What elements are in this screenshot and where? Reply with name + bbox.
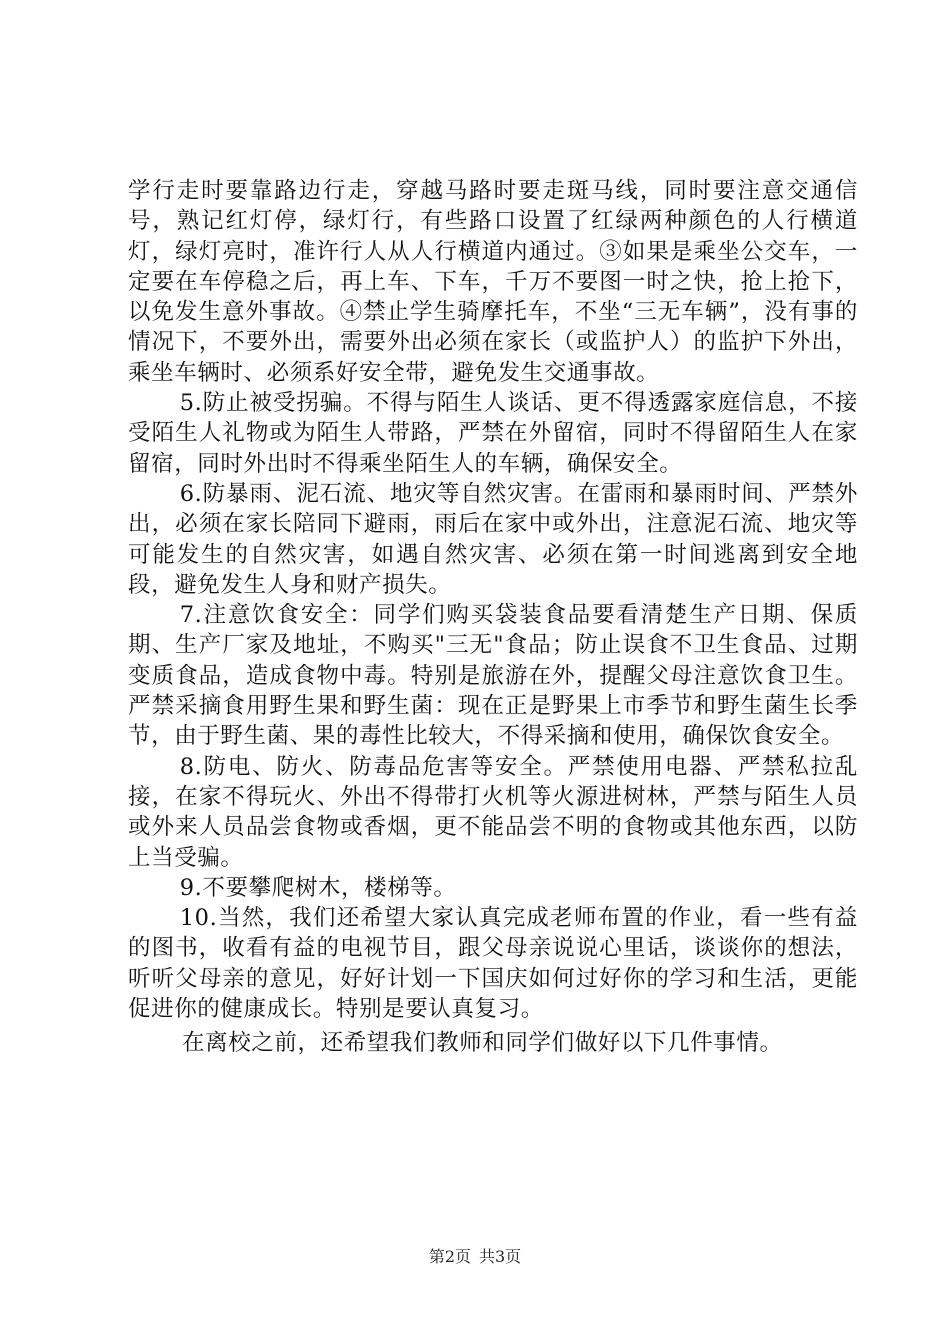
paragraph-item-8: 8.防电、防火、防毒品危害等安全。严禁使用电器、严禁私拉乱接，在家不得玩火、外出不得带打火机等火源进树林，严禁与陌生人员或外来人员品尝食物或香烟，更不能品尝不明的食物或其他东西，以防上当受骗。 (128, 753, 858, 871)
paragraph-item-10: 10.当然，我们还希望大家认真完成老师布置的作业，看一些有益的图书，收看有益的电视节目，跟父母亲说说心里话，谈谈你的想法，听听父母亲的意见，好好计划一下国庆如何过好你的学习和生活，更能促进你的健康成长。特别是要认真复习。 (128, 905, 858, 1023)
paragraph-closing: 在离校之前，还希望我们教师和同学们做好以下几件事情。 (182, 1030, 783, 1057)
page-number: 第2页 (428, 1247, 471, 1266)
paragraph-item-9: 9.不要攀爬树木，楼梯等。 (179, 874, 457, 901)
paragraph-item-6: 6.防暴雨、泥石流、地灾等自然灾害。在雷雨和暴雨时间、严禁外出，必须在家长陪同下避雨，雨后在家中或外出，注意泥石流、地灾等可能发生的自然灾害，如遇自然灾害、必须在第一时间逃离到安全地段，避免发生人身和财产损失。 (128, 480, 858, 598)
document-body (128, 176, 858, 1059)
paragraph-item-5: 5.防止被受拐骗。不得与陌生人谈话、更不得透露家庭信息，不接受陌生人礼物或为陌生人带路，严禁在外留宿，同时不得留陌生人在家留宿，同时外出时不得乘坐陌生人的车辆，确保安全。 (128, 390, 858, 477)
page-footer (0, 1247, 950, 1267)
paragraph-item-7: 7.注意饮食安全：同学们购买袋装食品要看清楚生产日期、保质期、生产厂家及地址，不购买"三无"食品；防止误食不卫生食品、过期变质食品，造成食物中毒。特别是旅游在外，提醒父母注意饮食卫生。严禁采摘食用野生果和野生菌：现在正是野果上市季节和野生菌生长季节，由于野生菌、果的毒性比较大，不得采摘和使用，确保饮食安全。 (128, 602, 858, 750)
paragraph-traffic-safety: 学行走时要靠路边行走，穿越马路时要走斑马线，同时要注意交通信号，熟记红灯停，绿灯行，有些路口设置了红绿两种颜色的人行横道灯，绿灯亮时，准许行人从人行横道内通过。③如果是乘坐公交车，一定要在车停稳之后，再上车、下车，千万不要图一时之快，抢上抢下，以免发生意外事故。④禁止学生骑摩托车，不坐“三无车辆”，没有事的情况下，不要外出，需要外出必须在家长（或监护人）的监护下外出，乘坐车辆时、必须系好安全带，避免发生交通事故。 (128, 178, 858, 386)
page-total: 共3页 (479, 1247, 522, 1266)
